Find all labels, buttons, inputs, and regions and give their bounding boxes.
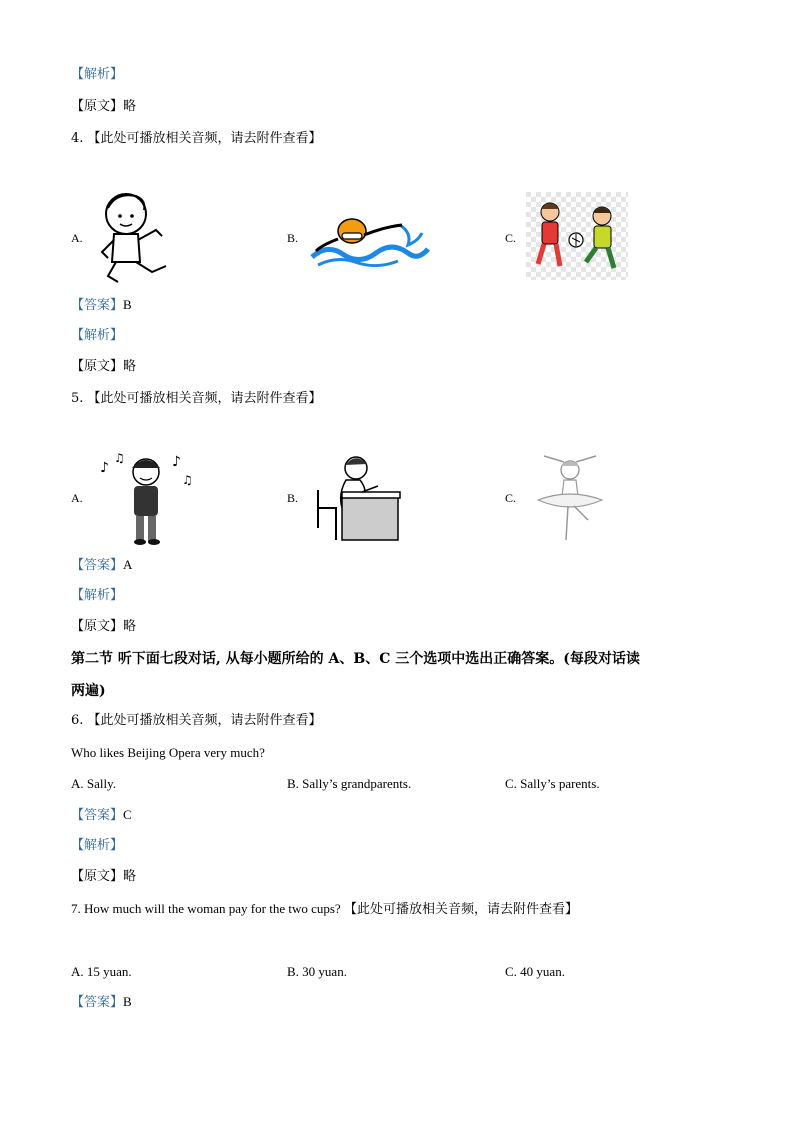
ballet-dancer-icon <box>530 454 610 546</box>
svg-text:♫: ♫ <box>182 473 193 487</box>
q7-option-b: B. 30 yuan. <box>287 964 347 979</box>
q7-option-c: C. 40 yuan. <box>505 964 565 979</box>
q6-answer: 【答案】C <box>71 807 132 823</box>
analysis-label: 【解析】 <box>71 67 124 82</box>
q4-option-c-label: C. <box>505 231 517 245</box>
q4-original-text: 【原文】略 <box>71 359 137 374</box>
q4-option-b-label: B. <box>287 231 299 245</box>
section-2-title: 第二节 听下面七段对话, 从每小题所给的 A、B、C 三个选项中选出正确答案。(每段对话读 <box>71 651 640 667</box>
q7-option-a: A. 15 yuan. <box>71 964 132 979</box>
question-5-stem: 5. 【此处可播放相关音频，请去附件查看】 <box>71 391 322 406</box>
running-boy-icon <box>96 190 176 288</box>
question-4-stem: 4. 【此处可播放相关音频，请去附件查看】 <box>71 131 322 146</box>
q6-option-b: B. Sally’s grandparents. <box>287 776 412 791</box>
q7-answer: 【答案】B <box>71 994 132 1010</box>
question-7-text: 7. How much will the woman pay for the two cups? 【此处可播放相关音频，请去附件查看】 <box>71 901 578 916</box>
swimmer-icon <box>308 205 430 271</box>
q6-original-text: 【原文】略 <box>71 869 137 884</box>
q4-answer: 【答案】B <box>71 297 132 313</box>
q5-option-a-label: A. <box>71 491 83 505</box>
boy-writing-at-desk-icon <box>312 452 402 542</box>
svg-text:♪: ♪ <box>100 460 109 476</box>
q4-option-a-label: A. <box>71 231 83 245</box>
section-2-title-cont: 两遍) <box>71 683 106 699</box>
svg-text:♪: ♪ <box>172 454 181 470</box>
boys-playing-football-icon <box>526 192 628 280</box>
original-text-label: 【原文】略 <box>71 99 137 114</box>
q5-answer: 【答案】A <box>71 557 133 573</box>
q5-option-b-label: B. <box>287 491 299 505</box>
q6-analysis-label: 【解析】 <box>71 838 124 853</box>
question-6-stem: 6. 【此处可播放相关音频，请去附件查看】 <box>71 713 322 728</box>
q5-original-text: 【原文】略 <box>71 619 137 634</box>
q6-option-a: A. Sally. <box>71 776 117 791</box>
q5-analysis-label: 【解析】 <box>71 588 124 603</box>
boy-singing-icon <box>94 450 198 546</box>
q4-analysis-label: 【解析】 <box>71 328 124 343</box>
svg-text:♫: ♫ <box>114 451 125 465</box>
q6-option-c: C. Sally’s parents. <box>505 776 600 791</box>
q5-option-c-label: C. <box>505 491 517 505</box>
question-6-text: Who likes Beijing Opera very much? <box>71 745 265 760</box>
